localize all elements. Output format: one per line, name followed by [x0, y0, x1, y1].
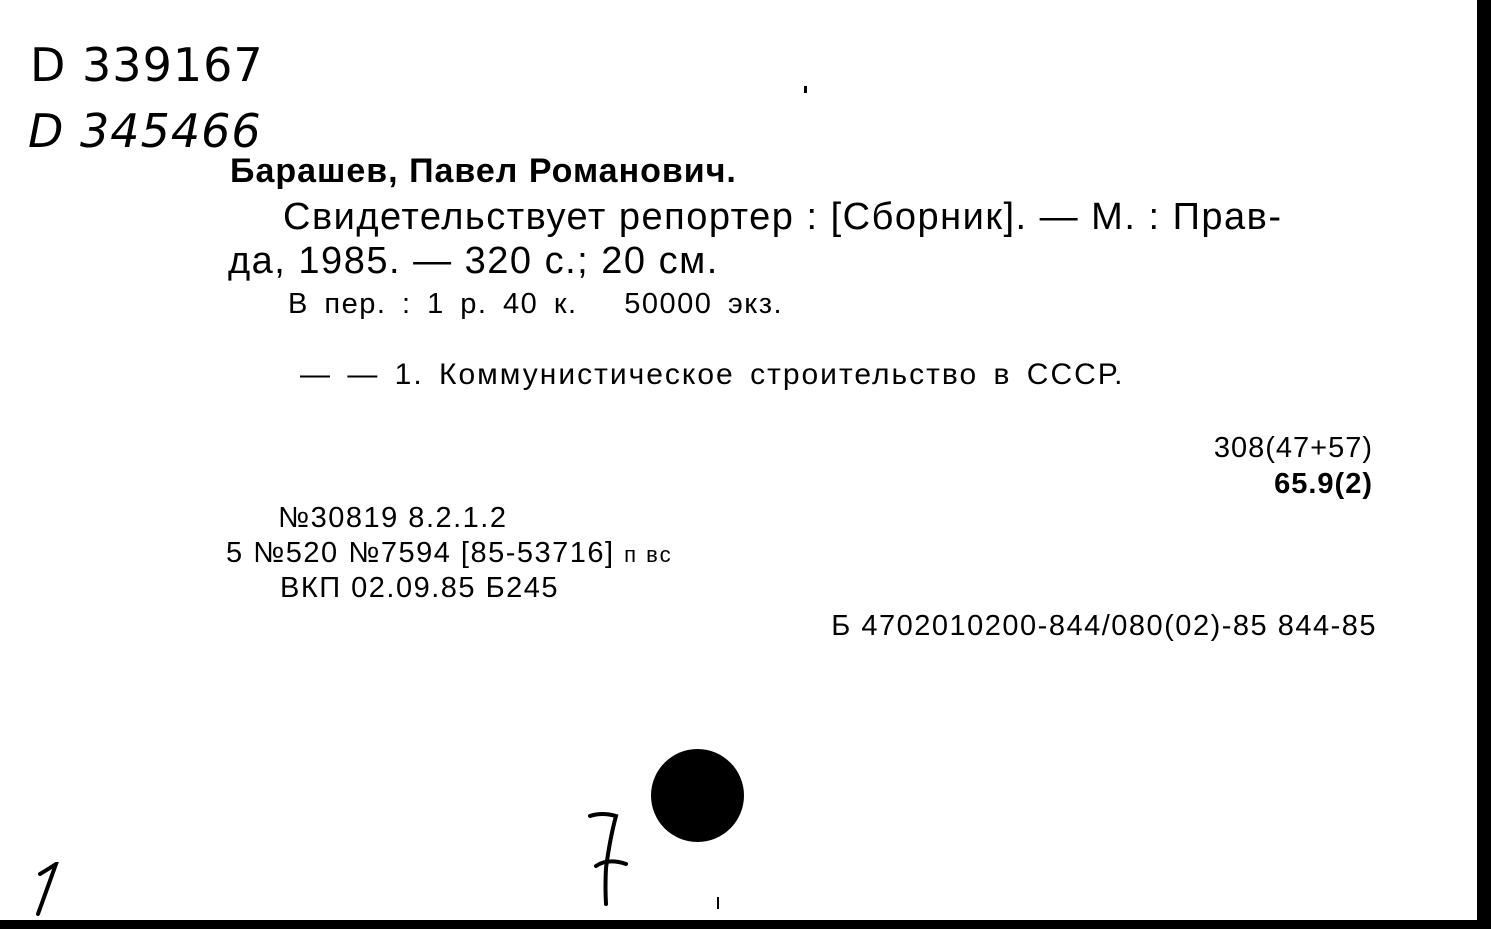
- ink-speck: [804, 86, 807, 93]
- subject-heading: — — 1. Коммунистическое строительство в СССР.: [300, 358, 1125, 391]
- ink-speck: [717, 897, 719, 909]
- vkp-line: ВКП 02.09.85 Б245: [280, 572, 559, 604]
- punch-hole-mark: [651, 749, 744, 842]
- handwritten-shelfmark-1: D 339167: [30, 38, 264, 92]
- author-heading: Барашев, Павел Романович.: [230, 152, 737, 190]
- order-line-main: 5 №520 №7594 [85-53716]: [226, 537, 615, 569]
- udc-index: 308(47+57): [1213, 432, 1373, 464]
- handwritten-seven-text: 7: [586, 808, 587, 809]
- handwritten-corner-number-text: 1: [26, 862, 27, 863]
- handwritten-shelfmark-2: D 345466: [28, 104, 262, 158]
- title-line-2: да, 1985. — 320 с.; 20 см.: [228, 240, 719, 282]
- order-line-suffix: п вс: [624, 542, 673, 567]
- isbn-line: Б 4702010200-844/080(02)-85 844-85: [831, 610, 1377, 642]
- price-and-print-run: В пер. : 1 р. 40 к. 50000 экз.: [288, 288, 784, 320]
- handwritten-seven-mark: [586, 808, 636, 908]
- handwritten-corner-number: [26, 862, 66, 918]
- title-line-1: Свидетельствует репортер : [Сборник]. — М. : Прав-: [283, 196, 1283, 238]
- bbk-index: 65.9(2): [1274, 468, 1373, 500]
- card-number: №30819 8.2.1.2: [278, 502, 508, 534]
- card-edge-shadow: [1477, 0, 1491, 929]
- order-line: [226, 537, 673, 570]
